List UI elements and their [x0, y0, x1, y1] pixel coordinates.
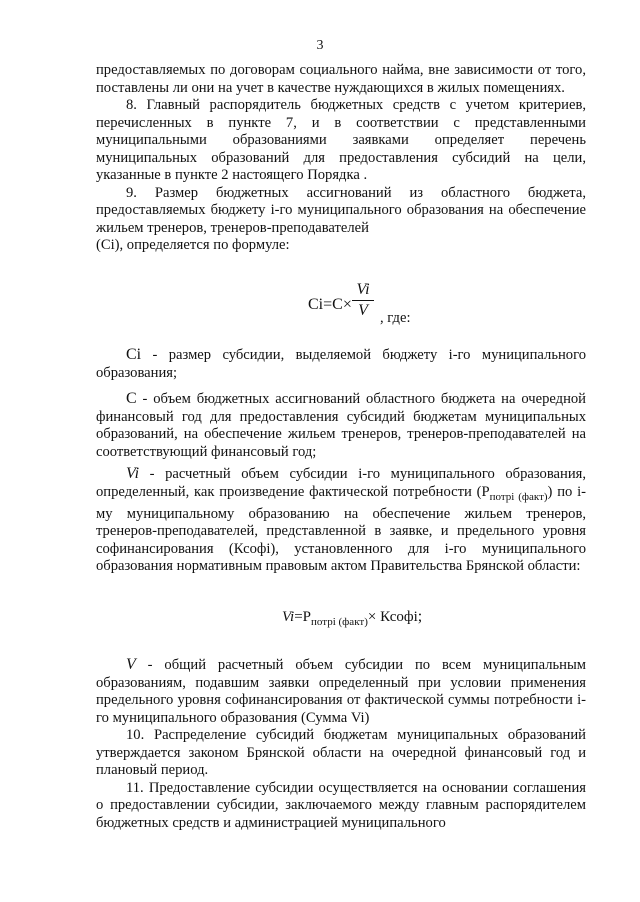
definition-v — [96, 656, 586, 727]
paragraph-continuation: предоставляемых по договорам социального найма, вне зависимости от того, поставлены ли они на учет в качестве нуждающихся в жилых помещениях. — [96, 62, 586, 96]
formula-vi-rest: × Ксофi — [367, 609, 418, 625]
definition-vi-text-1: - расчетный объем субсидии i-го муниципального образования, определенный, как произведение фактической потребности ( — [96, 466, 586, 500]
formula-ci-denominator: V — [358, 302, 368, 319]
definitions-block — [96, 346, 586, 576]
page-number: 3 — [316, 38, 324, 53]
symbol-c: C — [126, 390, 137, 407]
formula-ci-lhs: Ci=C× — [308, 296, 352, 313]
formula-vi-lhs: Vi — [282, 609, 295, 625]
symbol-ci: Ci — [126, 346, 142, 363]
paragraph-11: 11. Предоставление субсидии осуществляется на основании соглашения о предоставлении субсидии, заключаемого между главным распорядителем бюджетных средств и администрацией муниципального — [96, 779, 586, 831]
formula-vi-subscript: потрi (факт) — [311, 616, 368, 628]
definition-c — [96, 390, 586, 461]
paragraph-9: 9. Размер бюджетных ассигнований из областного бюджета, предоставляемых бюджету i-го муниципального образования на обеспечение жильем тренеров, тренеров-преподавателей — [96, 184, 586, 236]
paragraph-10: 10. Распределение субсидий бюджетам муниципальных образований утверждается законом Брянской области на очередной финансовый год и плановый период. — [96, 727, 586, 778]
definitions-block-2 — [96, 656, 586, 832]
definition-v-text: - общий расчетный объем субсидии по всем муниципальным образованиям, подавшим заявки определенный при условии применения предельного уровня софинансирования от фактической суммы потребности i-го муниципального образования (Сумма Vi) — [96, 657, 586, 726]
symbol-vi: Vi — [126, 465, 140, 482]
paragraph-8: 8. Главный распорядитель бюджетных средств с учетом критериев, перечисленных в пункте 7, и в соответствии с представленными муниципальными образованиями заявками определяет перечень муниципальных образований для предоставления субсидий на цели, указанные в пункте 2 настоящего Порядка . — [96, 97, 586, 183]
definition-vi-p: P — [481, 483, 490, 500]
definition-ci — [96, 346, 586, 382]
document-body — [96, 62, 586, 255]
formula-ci-numerator: Vi — [352, 280, 374, 301]
formula-ci — [0, 280, 640, 340]
definition-vi-text-2: ) по i-му муниципальному образованию на обеспечение жильем тренеров, тренеров-преподавателей, представленной в заявке, и предельного уровня софинансирования (Ксофi), установленного для i-го муниципального образования нормативным правовым актом Правительства Брянской области: — [96, 483, 586, 575]
formula-vi — [282, 608, 422, 628]
formula-vi-eq: =P — [294, 609, 312, 625]
definition-vi-subscript: потрi (факт) — [489, 490, 548, 503]
paragraph-9-formula-intro: (Ci), определяется по формуле: — [96, 237, 290, 253]
definition-ci-text: - размер субсидии, выделяемой бюджету i-го муниципального образования; — [96, 347, 586, 381]
definition-c-text: - объем бюджетных ассигнований областного бюджета на очередной финансовый год для предоставления субсидий бюджетам муниципальных образований, на обеспечение жильем тренеров, тренеров-преподавателей на соответствующий финансовый год; — [96, 391, 586, 460]
formula-vi-semicolon: ; — [417, 608, 423, 625]
definition-vi — [96, 465, 586, 576]
formula-ci-tail: , где: — [380, 310, 411, 326]
symbol-v: V — [126, 656, 136, 673]
formula-ci-fraction — [352, 280, 374, 321]
